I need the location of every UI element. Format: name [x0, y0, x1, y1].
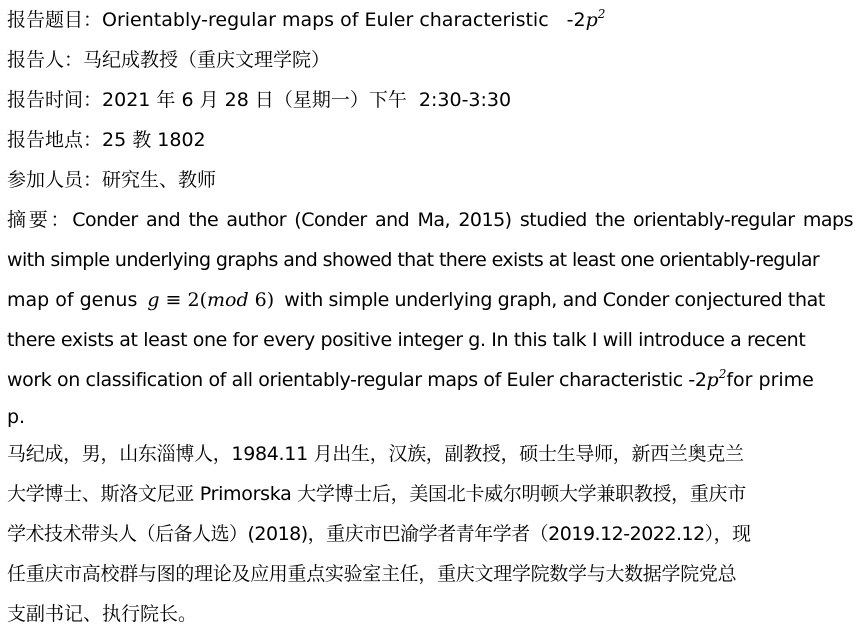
title-text: Orientably-regular maps of Euler characteristic — [102, 9, 549, 31]
audience-line — [7, 160, 853, 200]
abstract-line-4 — [7, 320, 853, 360]
genus-end: 6) — [248, 289, 275, 311]
abstract-text-5a: work on classification of all orientably-regular maps of Euler characteristic -2 — [7, 369, 707, 391]
abstract-text-2: with simple underlying graphs and showed that there exists at least one orientably-regular — [7, 249, 820, 271]
genus-var: g — [147, 289, 160, 311]
abstract-text-5b: for prime — [726, 369, 814, 391]
bio-text-2: 大学博士、斯洛文尼亚 Primorska 大学博士后，美国北卡威尔明顿大学兼职教授，重庆市 — [7, 483, 746, 505]
title-math-exp: 2 — [597, 7, 606, 21]
time-line — [7, 80, 853, 120]
abstract-line-6 — [7, 400, 853, 434]
abstract-math-var: p — [706, 369, 719, 391]
abstract-math-exp: 2 — [718, 367, 727, 381]
title-label: 报告题目： — [7, 9, 103, 31]
audience-value: 研究生、教师 — [102, 169, 217, 191]
title-math: -2 — [566, 9, 586, 31]
speaker-label: 报告人： — [7, 49, 84, 71]
title-math-var: p — [585, 9, 598, 31]
bio-line-2 — [7, 474, 853, 514]
time-label: 报告时间： — [7, 89, 103, 111]
abstract-text-3a: map of genus — [7, 289, 138, 311]
title-line — [7, 0, 853, 40]
abstract-label: 摘要： — [7, 209, 73, 231]
announcement-document — [7, 0, 853, 634]
location-label: 报告地点： — [7, 129, 103, 151]
abstract-line-1 — [7, 200, 853, 240]
bio-text-3: 学术技术带头人（后备人选）(2018)，重庆市巴渝学者青年学者（2019.12-2022.12），现 — [7, 523, 751, 545]
speaker-line — [7, 40, 853, 80]
time-value: 2021 年 6 月 28 日（星期一）下午 2:30-3:30 — [102, 89, 512, 111]
bio-line-5 — [7, 594, 853, 634]
bio-text-4: 任重庆市高校群与图的理论及应用重点实验室主任，重庆文理学院数学与大数据学院党总 — [7, 563, 737, 585]
bio-line-3 — [7, 514, 853, 554]
abstract-text-6: p. — [7, 406, 26, 428]
abstract-text-4: there exists at least one for every positive integer g. In this talk I will introduce a recent — [7, 329, 806, 351]
location-line — [7, 120, 853, 160]
bio-text-5: 支副书记、执行院长。 — [7, 603, 198, 625]
bio-text-1: 马纪成，男，山东淄博人，1984.11 月出生，汉族，副教授，硕士生导师，新西兰奥克兰 — [7, 443, 744, 465]
bio-line-1 — [7, 434, 853, 474]
abstract-text-3b: with simple underlying graph, and Conder conjectured that — [284, 289, 825, 311]
speaker-value: 马纪成教授（重庆文理学院） — [83, 49, 331, 71]
audience-label: 参加人员： — [7, 169, 103, 191]
bio-line-4 — [7, 554, 853, 594]
genus-mod: mod — [207, 289, 249, 311]
abstract-line-3 — [7, 280, 853, 320]
abstract-line-2 — [7, 240, 853, 280]
abstract-text-1: Conder and the author (Conder and Ma, 2015) studied the orientably-regular maps — [72, 209, 853, 231]
abstract-line-5 — [7, 360, 853, 400]
location-value: 25 教 1802 — [102, 129, 206, 151]
genus-eq: ≡ 2( — [159, 289, 208, 311]
genus-formula — [147, 289, 274, 311]
